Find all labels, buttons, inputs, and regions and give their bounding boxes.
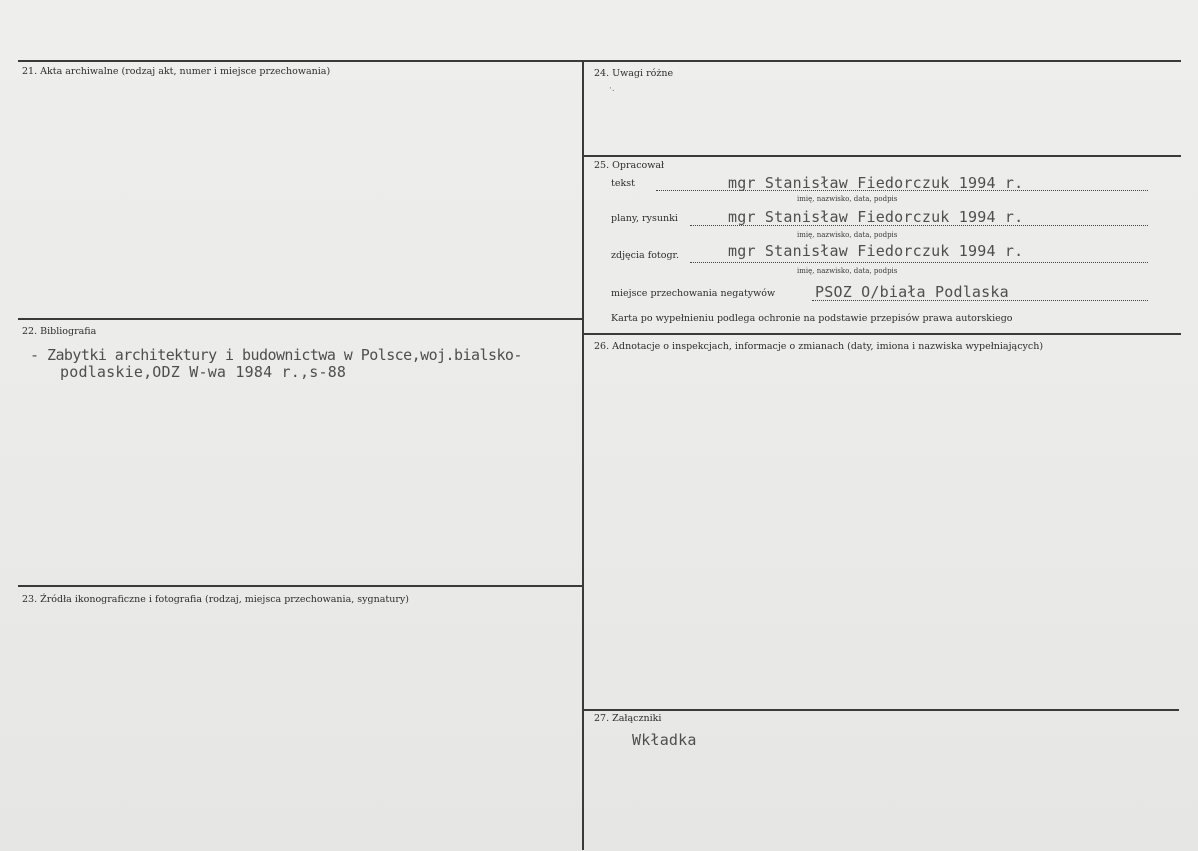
section-25-label: 25. Opracował	[594, 160, 665, 171]
negatywy-label: miejsce przechowania negatywów	[611, 288, 776, 299]
bibliography-entry-line-1: - Zabytki architektury i budownictwa w Polsce,woj.bialsko-	[30, 346, 522, 364]
stray-mark: ·.	[609, 84, 615, 94]
center-divider	[582, 60, 584, 850]
attachment-value: Wkładka	[632, 731, 697, 749]
zdjecia-dotted-line	[690, 262, 1148, 263]
section-22-label: 22. Bibliografia	[22, 326, 97, 337]
rule-25-26	[584, 333, 1181, 335]
section-23-label: 23. Źródła ikonograficzne i fotografia (rodzaj, miejsca przechowania, sygnatury)	[22, 594, 409, 605]
plany-value: mgr Stanisław Fiedorczuk 1994 r.	[728, 208, 1024, 226]
zdjecia-label: zdjęcia fotogr.	[611, 250, 680, 261]
section-26-label: 26. Adnotacje o inspekcjach, informacje o zmianach (daty, imiona i nazwiska wypełniających)	[594, 341, 1044, 352]
tekst-value: mgr Stanisław Fiedorczuk 1994 r.	[728, 174, 1024, 192]
rule-22-23	[18, 585, 582, 587]
section-27-label: 27. Załączniki	[594, 713, 662, 724]
section-24-label: 24. Uwagi różne	[594, 68, 674, 79]
top-rule	[18, 60, 1181, 62]
plany-hint: imię, nazwisko, data, podpis	[797, 231, 898, 239]
tekst-hint: imię, nazwisko, data, podpis	[797, 195, 898, 203]
rule-21-22	[18, 318, 582, 320]
rule-26-27	[584, 709, 1179, 711]
bibliography-entry-line-2: podlaskie,ODZ W-wa 1984 r.,s-88	[60, 363, 347, 381]
zdjecia-value: mgr Stanisław Fiedorczuk 1994 r.	[728, 242, 1024, 260]
zdjecia-hint: imię, nazwisko, data, podpis	[797, 267, 898, 275]
plany-label: plany, rysunki	[611, 213, 678, 224]
copyright-note: Karta po wypełnieniu podlega ochronie na podstawie przepisów prawa autorskiego	[611, 313, 1013, 324]
negatywy-value: PSOZ O/biała Podlaska	[815, 283, 1009, 301]
tekst-label: tekst	[611, 178, 635, 189]
section-21-label: 21. Akta archiwalne (rodzaj akt, numer i miejsce przechowania)	[22, 66, 331, 77]
rule-24-25	[584, 155, 1181, 157]
